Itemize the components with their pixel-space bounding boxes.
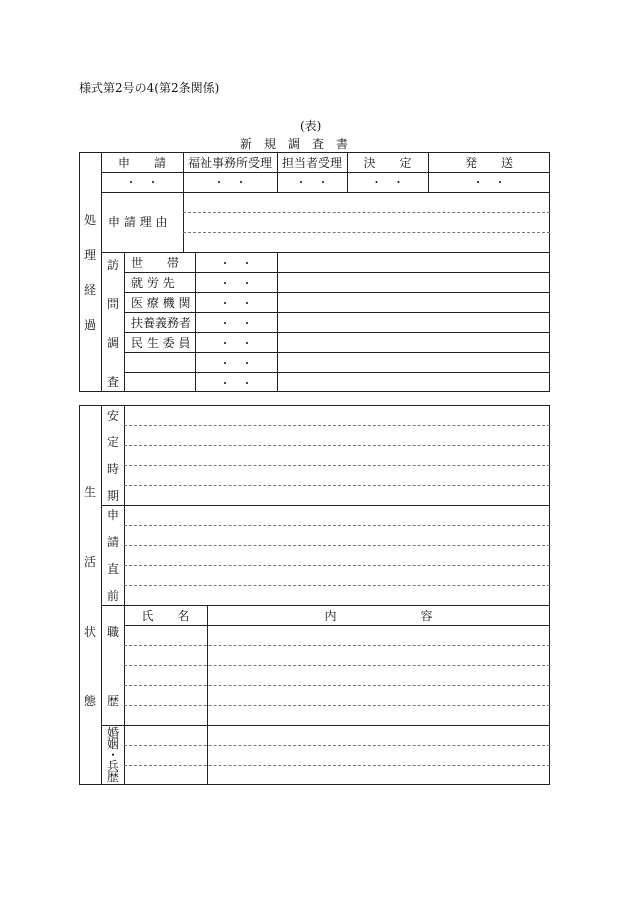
prior-label-char: 請	[106, 535, 119, 549]
visit-row-medical: 医 療 機 関	[131, 296, 191, 310]
stable-label-char: 定	[106, 435, 119, 449]
visit-date-field[interactable]: ・ ・	[219, 317, 253, 330]
life-label-char: 活	[83, 555, 96, 569]
prior-period-input-area[interactable]	[125, 506, 549, 604]
side-label: (表)	[300, 119, 322, 133]
marriage-label-char: 姻	[106, 737, 119, 751]
name-column-header: 氏 名	[141, 609, 190, 623]
column-decision: 決 定	[363, 156, 412, 170]
visit-row-workplace: 就 労 先	[131, 276, 175, 290]
form-number: 様式第2号の4(第2条関係)	[79, 81, 220, 95]
content-column-header: 内 容	[324, 609, 433, 623]
column-dispatch: 発 送	[464, 156, 513, 170]
column-application: 申 請	[117, 156, 166, 170]
marriage-military-input-area[interactable]	[125, 726, 549, 784]
visit-label-char: 査	[106, 375, 119, 389]
visit-date-field[interactable]: ・ ・	[219, 377, 253, 390]
marriage-label-char: 歴	[106, 770, 119, 784]
visit-row-welfare-commissioner: 民 生 委 員	[131, 336, 191, 350]
life-label-char: 生	[83, 485, 96, 499]
prior-label-char: 直	[106, 562, 119, 576]
marriage-label-char: ・	[106, 748, 119, 762]
visit-label-char: 調	[106, 336, 119, 350]
process-label-char: 過	[83, 318, 96, 332]
visit-label-char: 訪	[106, 258, 119, 272]
process-label-char: 理	[83, 248, 96, 262]
reason-label: 申 請 理 由	[108, 215, 168, 229]
visit-date-field[interactable]: ・ ・	[219, 257, 253, 270]
document-title: 新 規 調 査 書	[240, 137, 349, 151]
date-field-application[interactable]: ・ ・	[125, 176, 159, 189]
visit-row-household: 世 帯	[131, 256, 180, 270]
life-label-char: 態	[83, 694, 96, 708]
stable-label-char: 期	[106, 489, 119, 503]
job-label-char: 歴	[106, 694, 119, 708]
stable-label-char: 安	[106, 409, 119, 423]
stable-label-char: 時	[106, 462, 119, 476]
reason-input-area[interactable]	[184, 193, 549, 251]
visit-row-support-obligor: 扶養義務者	[131, 316, 192, 330]
visit-label-char: 問	[106, 297, 119, 311]
date-field-dispatch[interactable]: ・ ・	[472, 176, 506, 189]
date-field-decision[interactable]: ・ ・	[371, 176, 404, 189]
column-staff-receipt: 担当者受理	[281, 156, 342, 170]
process-label-char: 処	[83, 213, 96, 227]
process-label-char: 経	[83, 283, 96, 297]
life-label-char: 状	[83, 625, 96, 639]
visit-date-field[interactable]: ・ ・	[219, 357, 253, 370]
prior-label-char: 申	[106, 508, 119, 522]
job-label-char: 職	[106, 625, 119, 639]
visit-date-field[interactable]: ・ ・	[219, 277, 253, 290]
prior-label-char: 前	[106, 589, 119, 603]
date-field-staff[interactable]: ・ ・	[295, 176, 329, 189]
marriage-label-char: 婚	[106, 726, 119, 740]
job-history-input-area[interactable]	[125, 626, 549, 724]
stable-period-input-area[interactable]	[125, 406, 549, 504]
column-welfare-office-receipt: 福祉事務所受理	[187, 156, 272, 170]
visit-date-field[interactable]: ・ ・	[219, 297, 253, 310]
marriage-label-char: 兵	[106, 759, 119, 773]
date-field-welfare-office[interactable]: ・ ・	[213, 176, 247, 189]
visit-date-field[interactable]: ・ ・	[219, 337, 253, 350]
